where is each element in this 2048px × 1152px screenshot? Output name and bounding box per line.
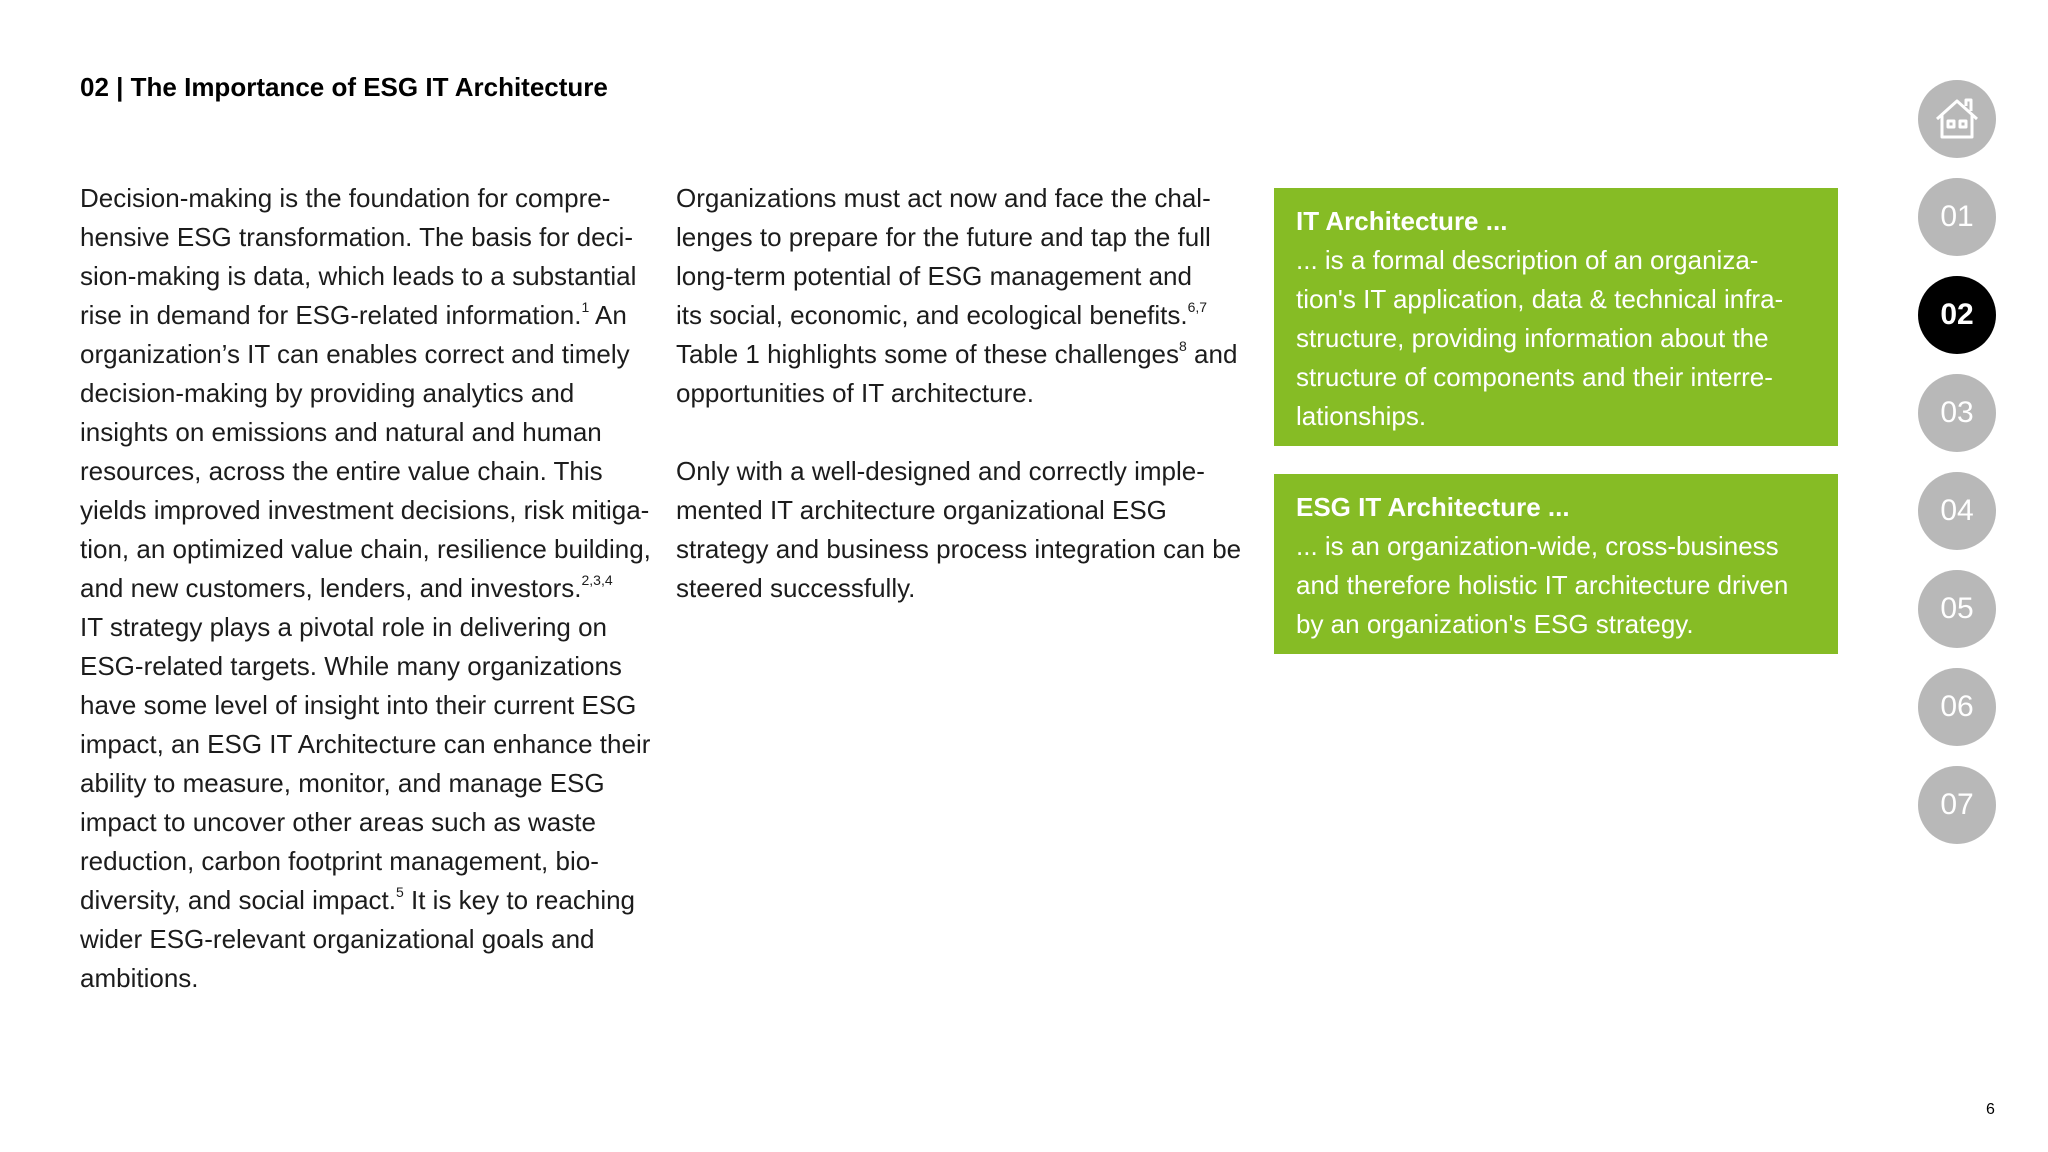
column-1-paragraph xyxy=(80,179,650,998)
text-line: decision-making by providing analytics and xyxy=(80,378,575,408)
nav-chapter-01[interactable]: 01 xyxy=(1918,178,1996,256)
text-line xyxy=(80,881,650,920)
text-line: sion-making is data, which leads to a substantial xyxy=(80,261,637,291)
text-line: ambitions. xyxy=(80,963,199,993)
definition-line: structure, providing information about the xyxy=(1296,323,1769,353)
definition-line: by an organization's ESG strategy. xyxy=(1296,609,1694,639)
text-line: ESG-related targets. While many organizations xyxy=(80,651,622,681)
footnote-ref: 2,3,4 xyxy=(581,572,613,589)
nav-chapter-03[interactable]: 03 xyxy=(1918,374,1996,452)
text-line: insights on emissions and natural and human xyxy=(80,417,602,447)
nav-chapter-06[interactable]: 06 xyxy=(1918,668,1996,746)
text-segment: and new customers, lenders, and investors. xyxy=(80,573,582,603)
column-2-paragraph-1 xyxy=(676,179,1246,413)
definition-title: ESG IT Architecture ... xyxy=(1296,492,1570,522)
definition-line: ... is a formal description of an organiza- xyxy=(1296,245,1759,275)
text-line: tion, an optimized value chain, resilience building, xyxy=(80,534,651,564)
text-line: steered successfully. xyxy=(676,573,916,603)
text-line: lenges to prepare for the future and tap the full xyxy=(676,222,1211,252)
text-line: reduction, carbon footprint management, bio- xyxy=(80,846,599,876)
text-line: organization’s IT can enables correct and timely xyxy=(80,339,630,369)
definition-line: and therefore holistic IT architecture driven xyxy=(1296,570,1789,600)
text-line: long-term potential of ESG management and xyxy=(676,261,1192,291)
text-line: ability to measure, monitor, and manage ESG xyxy=(80,768,605,798)
text-segment: rise in demand for ESG-related information. xyxy=(80,300,582,330)
text-segment: its social, economic, and ecological benefits. xyxy=(676,300,1188,330)
footnote-ref: 1 xyxy=(581,299,590,316)
text-line: wider ESG-relevant organizational goals and xyxy=(80,924,595,954)
text-line: impact to uncover other areas such as waste xyxy=(80,807,596,837)
footnote-ref: 8 xyxy=(1179,338,1187,355)
home-icon xyxy=(1933,95,1981,143)
text-line xyxy=(80,569,650,608)
text-line: strategy and business process integration can be xyxy=(676,534,1242,564)
text-line: opportunities of IT architecture. xyxy=(676,378,1034,408)
definition-box-it-architecture xyxy=(1274,188,1838,446)
text-line: Organizations must act now and face the chal- xyxy=(676,183,1211,213)
definition-line: tion's IT application, data & technical infra- xyxy=(1296,284,1784,314)
nav-chapter-04[interactable]: 04 xyxy=(1918,472,1996,550)
column-2-paragraph-2 xyxy=(676,452,1246,608)
definition-line: ... is an organization-wide, cross-business xyxy=(1296,531,1779,561)
text-segment: and xyxy=(1194,339,1238,369)
text-segment: Table 1 highlights some of these challenges xyxy=(676,339,1179,369)
page-number: 6 xyxy=(1986,1101,1995,1118)
text-segment: An xyxy=(595,300,627,330)
text-line: yields improved investment decisions, risk mitiga- xyxy=(80,495,650,525)
definition-line: lationships. xyxy=(1296,401,1427,431)
nav-chapter-05[interactable]: 05 xyxy=(1918,570,1996,648)
text-line: mented IT architecture organizational ESG xyxy=(676,495,1167,525)
text-line: hensive ESG transformation. The basis for deci- xyxy=(80,222,633,252)
definition-title: IT Architecture ... xyxy=(1296,206,1508,236)
text-segment: It is key to reaching xyxy=(411,885,636,915)
text-line: impact, an ESG IT Architecture can enhance their xyxy=(80,729,651,759)
footnote-ref: 5 xyxy=(395,884,404,901)
page-title: 02 | The Importance of ESG IT Architecture xyxy=(80,72,608,102)
nav-chapter-02[interactable]: 02 xyxy=(1918,276,1996,354)
body-column-2 xyxy=(676,179,1246,608)
nav-chapter-07[interactable]: 07 xyxy=(1918,766,1996,844)
text-line: resources, across the entire value chain. This xyxy=(80,456,603,486)
text-line: Only with a well-designed and correctly imple- xyxy=(676,456,1205,486)
text-line xyxy=(80,296,650,335)
text-line: Decision-making is the foundation for compre- xyxy=(80,183,611,213)
body-column-1 xyxy=(80,179,650,998)
text-segment: diversity, and social impact. xyxy=(80,885,396,915)
text-line xyxy=(676,335,1246,374)
definition-box-esg-it-architecture xyxy=(1274,474,1838,654)
text-line xyxy=(676,296,1246,335)
text-line: IT strategy plays a pivotal role in delivering on xyxy=(80,612,608,642)
text-line: have some level of insight into their current ESG xyxy=(80,690,637,720)
home-button[interactable] xyxy=(1918,80,1996,158)
footnote-ref: 6,7 xyxy=(1187,299,1208,316)
definition-line: structure of components and their interre- xyxy=(1296,362,1773,392)
